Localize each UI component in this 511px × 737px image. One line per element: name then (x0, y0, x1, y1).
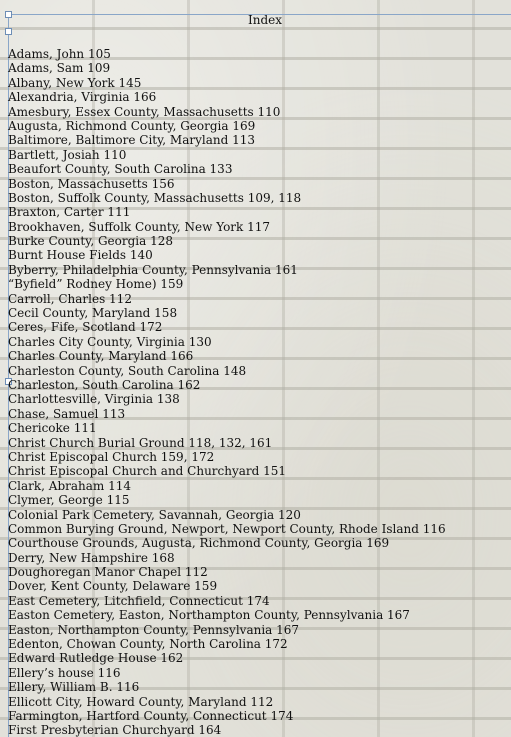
index-entry: Charleston County, South Carolina 148 (8, 363, 247, 378)
index-entry: Byberry, Philadelphia County, Pennsylvania 161 (8, 262, 298, 277)
index-entry: Ellery, William B. 116 (8, 680, 140, 695)
index-entry: East Cemetery, Litchfield, Connecticut 174 (8, 593, 270, 608)
index-entry: Courthouse Grounds, Augusta, Richmond County, Georgia 169 (8, 536, 390, 551)
index-entry: Charles County, Maryland 166 (8, 349, 194, 364)
index-entry: Carroll, Charles 112 (8, 291, 132, 306)
index-entry: Bartlett, Josiah 110 (8, 147, 127, 162)
index-entry: Ellery’s house 116 (8, 665, 121, 680)
index-entry: Boston, Suffolk County, Massachusetts 109, 118 (8, 190, 302, 205)
index-entry: Braxton, Carter 111 (8, 205, 131, 220)
index-entry: Colonial Park Cemetery, Savannah, Georgia 120 (8, 507, 301, 522)
index-entry: Cecil County, Maryland 158 (8, 306, 178, 321)
index-entry: Brookhaven, Suffolk County, New York 117 (8, 219, 271, 234)
index-entry: Augusta, Richmond County, Georgia 169 (8, 118, 256, 133)
index-entry: Alexandria, Virginia 166 (8, 90, 157, 105)
index-entry: Edenton, Chowan County, North Carolina 172 (8, 637, 288, 652)
index-entry: Christ Episcopal Church 159, 172 (8, 449, 215, 464)
index-entry: Easton, Northampton County, Pennsylvania 167 (8, 622, 300, 637)
index-entry: Burnt House Fields 140 (8, 248, 153, 263)
index-entry: Ellicott City, Howard County, Maryland 112 (8, 694, 274, 709)
index-entry: Albany, New York 145 (8, 75, 142, 90)
index-entry: Doughoregan Manor Chapel 112 (8, 565, 208, 580)
index-entry: Derry, New Hampshire 168 (8, 550, 175, 565)
index-entry: Ceres, Fife, Scotland 172 (8, 320, 163, 335)
index-entry: Edward Rutledge House 162 (8, 651, 184, 666)
index-entry: Clark, Abraham 114 (8, 478, 132, 493)
index-entry: Easton Cemetery, Easton, Northampton County, Pennsylvania 167 (8, 608, 410, 623)
index-entry: Charles City County, Virginia 130 (8, 334, 212, 349)
index-entry: Adams, John 105 (8, 47, 111, 61)
index-entry: Beaufort County, South Carolina 133 (8, 162, 233, 177)
index-title: Index (247, 13, 283, 27)
index-entry: Christ Episcopal Church and Churchyard 151 (8, 464, 287, 479)
index-entry: Farmington, Hartford County, Connecticut 174 (8, 708, 294, 723)
index-entry: Chericoke 111 (8, 421, 97, 436)
index-entry-list (8, 47, 446, 737)
index-entry: Charlottesville, Virginia 138 (8, 392, 180, 407)
frame-handle-upper[interactable] (5, 28, 12, 35)
index-entry: Amesbury, Essex County, Massachusetts 110 (8, 104, 281, 119)
index-entry: Chase, Samuel 113 (8, 406, 126, 421)
index-entry: Christ Church Burial Ground 118, 132, 161 (8, 435, 273, 450)
index-entry: Clymer, George 115 (8, 493, 130, 508)
index-entry: First Presbyterian Churchyard 164 (8, 723, 222, 737)
index-entry: Common Burying Ground, Newport, Newport County, Rhode Island 116 (8, 521, 446, 536)
index-entry: Charleston, South Carolina 162 (8, 377, 201, 392)
index-entry: Boston, Massachusetts 156 (8, 176, 175, 191)
index-entry: “Byfield” Rodney Home) 159 (8, 277, 184, 292)
index-entry: Dover, Kent County, Delaware 159 (8, 579, 218, 594)
index-entry: Burke County, Georgia 128 (8, 234, 174, 249)
index-entry: Adams, Sam 109 (8, 61, 111, 76)
index-entry: Baltimore, Baltimore City, Maryland 113 (8, 133, 256, 148)
